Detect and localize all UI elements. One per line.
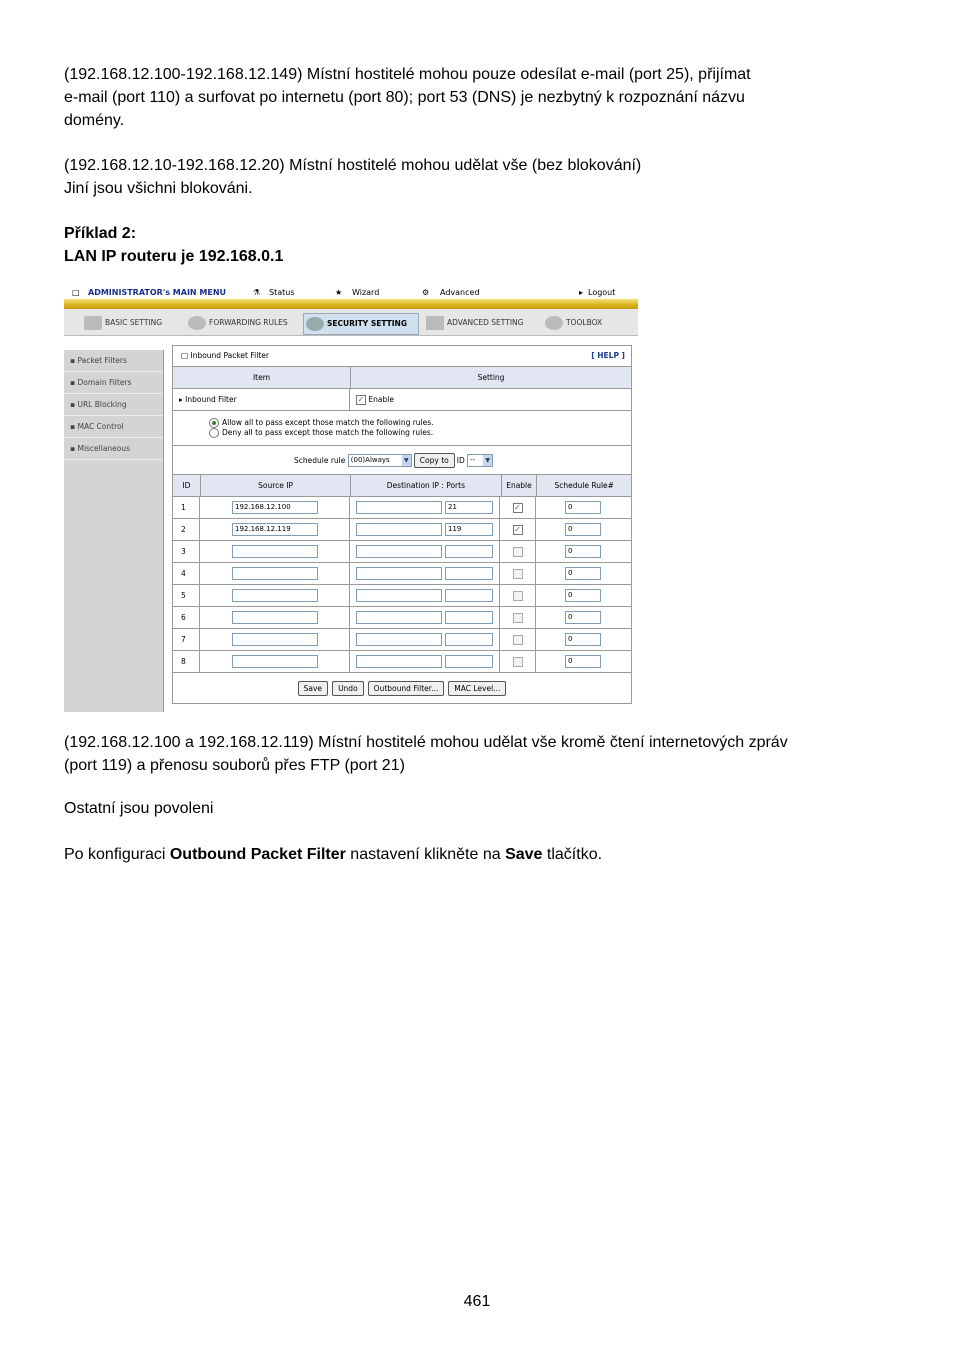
enable-cell <box>500 497 536 518</box>
enable-cell <box>350 389 630 410</box>
schedule-rule-input[interactable]: 0 <box>565 523 601 536</box>
port-input[interactable] <box>445 633 493 646</box>
schedule-rule-input[interactable]: 0 <box>565 611 601 624</box>
row-enable-checkbox[interactable] <box>513 613 523 623</box>
destination-ip-input[interactable] <box>356 589 442 602</box>
paragraph-4: Ostatní jsou povoleni <box>64 800 214 817</box>
destination-cell <box>350 541 500 562</box>
radio-allow[interactable] <box>209 418 219 428</box>
source-ip-cell <box>200 585 350 606</box>
row-enable-checkbox[interactable] <box>513 547 523 557</box>
schedule-row <box>173 446 631 475</box>
port-input[interactable] <box>445 611 493 624</box>
radio-deny[interactable] <box>209 428 219 438</box>
forwarding-icon <box>188 316 206 330</box>
row-enable-checkbox[interactable] <box>513 635 523 645</box>
port-input[interactable] <box>445 655 493 668</box>
logout-arrow-icon: ▸ <box>579 288 584 297</box>
example-heading <box>64 222 283 268</box>
source-ip-input[interactable] <box>232 611 318 624</box>
table-row <box>173 607 631 629</box>
menu-square-icon: □ <box>72 288 80 297</box>
sidebar-item-label: Packet Filters <box>77 356 127 365</box>
destination-cell <box>350 629 500 650</box>
text-line: (192.168.12.10-192.168.12.20) Místní hostitelé mohou udělat vše (bez blokování) <box>64 157 642 174</box>
sidebar-item-packet-filters[interactable]: ▪ Packet Filters <box>64 350 163 372</box>
sidebar-item-mac-control[interactable]: ▪ MAC Control <box>64 416 163 438</box>
text-part: tlačítko. <box>542 846 603 863</box>
source-ip-input[interactable] <box>232 655 318 668</box>
wizard-link[interactable]: Wizard <box>352 288 380 297</box>
destination-ip-input[interactable] <box>356 545 442 558</box>
tab-label: TOOLBOX <box>566 318 603 327</box>
col-enable-header: Enable <box>502 475 538 496</box>
schedule-rule-input[interactable]: 0 <box>565 589 601 602</box>
tab-label: SECURITY SETTING <box>327 319 407 328</box>
paragraph-2 <box>64 154 641 200</box>
source-ip-cell <box>200 607 350 628</box>
enable-checkbox[interactable]: ✓ <box>357 394 365 404</box>
text-part: Po konfiguraci <box>64 846 170 863</box>
destination-cell <box>350 497 500 518</box>
schedule-cell <box>536 651 630 672</box>
row-enable-checkbox[interactable]: ✓ <box>514 502 521 512</box>
enable-cell <box>500 541 536 562</box>
table-row <box>173 563 631 585</box>
table-row <box>173 519 631 541</box>
schedule-rule-input[interactable]: 0 <box>565 545 601 558</box>
row-enable-checkbox[interactable] <box>513 657 523 667</box>
id-label: ID <box>456 455 465 465</box>
tab-label: BASIC SETTING <box>105 318 163 327</box>
rules-header-row <box>173 475 631 497</box>
destination-ip-input[interactable] <box>356 567 442 580</box>
mac-level-button[interactable]: MAC Level... <box>448 681 506 696</box>
advanced-setting-icon <box>426 316 444 330</box>
help-link[interactable]: [ HELP ] <box>591 351 625 360</box>
radio-allow-label: Allow all to pass except those match the following rules. <box>222 418 434 427</box>
tab-basic-setting[interactable] <box>82 313 180 333</box>
chevron-down-icon: ▼ <box>402 455 411 466</box>
table-row <box>173 629 631 651</box>
text-line: (192.168.12.100 a 192.168.12.119) Místní hostitelé mohou udělat vše kromě čtení internetových zpráv <box>64 734 788 751</box>
destination-ip-input[interactable] <box>356 611 442 624</box>
row-id: 5 <box>173 585 200 606</box>
save-button[interactable]: Save <box>298 681 328 696</box>
col-destination-header: Destination IP : Ports <box>351 475 501 496</box>
destination-cell <box>350 563 500 584</box>
top-menu <box>64 285 638 299</box>
port-input[interactable] <box>445 589 493 602</box>
destination-cell <box>350 607 500 628</box>
schedule-cell <box>536 541 630 562</box>
panel-square-icon: □ <box>181 351 189 360</box>
col-source-ip-header: Source IP <box>201 475 351 496</box>
source-ip-cell <box>200 519 350 540</box>
schedule-cell <box>536 497 630 518</box>
sidebar-item-miscellaneous[interactable]: ▪ Miscellaneous <box>64 438 163 460</box>
outbound-filter-button[interactable]: Outbound Filter... <box>368 681 445 696</box>
source-ip-input[interactable] <box>232 567 318 580</box>
rules-body <box>173 497 631 673</box>
port-input[interactable] <box>445 567 493 580</box>
table-row <box>173 497 631 519</box>
enable-cell <box>500 585 536 606</box>
schedule-select[interactable] <box>348 454 412 467</box>
col-id-header: ID <box>173 475 201 496</box>
tab-bar <box>64 309 638 336</box>
schedule-rule-input[interactable]: 0 <box>565 633 601 646</box>
panel-header <box>173 346 631 367</box>
inbound-filter-label: Inbound Filter <box>185 395 237 404</box>
row-id: 1 <box>173 497 200 518</box>
paragraph-5 <box>64 843 602 866</box>
enable-label: Enable <box>368 395 394 404</box>
text-line: domény. <box>64 112 125 129</box>
text-line: e-mail (port 110) a surfovat po internetu (port 80); port 53 (DNS) je nezbytný k rozpoznání názvu <box>64 89 745 106</box>
tab-security-setting[interactable] <box>303 313 419 335</box>
schedule-rule-input[interactable]: 0 <box>565 567 601 580</box>
source-ip-cell <box>200 629 350 650</box>
sidebar-item-label: Domain Filters <box>77 378 132 387</box>
destination-cell <box>350 585 500 606</box>
source-ip-input[interactable]: 192.168.12.100 <box>232 501 318 514</box>
sidebar-item-url-blocking[interactable]: ▪ URL Blocking <box>64 394 163 416</box>
source-ip-input[interactable]: 192.168.12.119 <box>232 523 318 536</box>
row-id: 4 <box>173 563 200 584</box>
destination-ip-input[interactable] <box>356 501 442 514</box>
port-input[interactable]: 119 <box>445 523 493 536</box>
sidebar-item-label: Miscellaneous <box>77 444 131 453</box>
sidebar-item-domain-filters[interactable]: ▪ Domain Filters <box>64 372 163 394</box>
row-id: 2 <box>173 519 200 540</box>
id-select[interactable] <box>467 454 493 467</box>
enable-cell <box>500 629 536 650</box>
col-schedule-header: Schedule Rule# <box>537 475 631 496</box>
destination-ip-input[interactable] <box>356 633 442 646</box>
chevron-down-icon: ▼ <box>483 455 492 466</box>
destination-cell <box>350 519 500 540</box>
schedule-cell <box>536 563 630 584</box>
source-ip-cell <box>200 541 350 562</box>
inbound-filter-label-cell: ▸ Inbound Filter <box>173 389 350 410</box>
radio-deny-row <box>209 428 631 438</box>
advanced-link[interactable]: Advanced <box>440 288 480 297</box>
tab-toolbox[interactable] <box>543 313 617 333</box>
destination-ip-input[interactable] <box>356 655 442 668</box>
undo-button[interactable]: Undo <box>332 681 364 696</box>
inbound-filter-panel <box>172 345 632 704</box>
port-input[interactable]: 21 <box>445 501 493 514</box>
source-ip-cell <box>200 563 350 584</box>
source-ip-input[interactable] <box>232 633 318 646</box>
copy-to-button[interactable]: Copy to <box>414 453 455 468</box>
toolbox-icon <box>545 316 563 330</box>
paragraph-3 <box>64 731 788 777</box>
col-item-header: Item <box>173 367 351 388</box>
table-row <box>173 585 631 607</box>
router-screenshot <box>64 285 638 712</box>
text-bold: Outbound Packet Filter <box>169 846 346 863</box>
gold-bar <box>64 299 638 309</box>
status-link[interactable]: Status <box>269 288 295 297</box>
inbound-filter-row <box>173 389 631 411</box>
schedule-rule-label: Schedule rule <box>294 455 346 465</box>
schedule-select-value: (00)Always <box>350 455 390 464</box>
destination-ip-input[interactable] <box>356 523 442 536</box>
schedule-cell <box>536 607 630 628</box>
enable-cell <box>500 563 536 584</box>
text-line: Jiní jsou všichni blokováni. <box>64 180 253 197</box>
schedule-cell <box>536 629 630 650</box>
port-input[interactable] <box>445 545 493 558</box>
example-title: Příklad 2: <box>64 225 137 242</box>
radio-deny-label: Deny all to pass except those match the following rules. <box>222 428 434 437</box>
schedule-cell <box>536 585 630 606</box>
schedule-rule-input[interactable]: 0 <box>565 501 601 514</box>
item-setting-header <box>173 367 631 389</box>
sidebar-item-label: URL Blocking <box>77 400 127 409</box>
col-setting-header: Setting <box>351 367 631 388</box>
sidebar <box>64 350 164 712</box>
row-id: 6 <box>173 607 200 628</box>
tab-label: ADVANCED SETTING <box>447 318 524 327</box>
row-enable-checkbox[interactable]: ✓ <box>514 524 521 534</box>
advanced-icon: ⚙ <box>422 288 430 297</box>
table-row <box>173 541 631 563</box>
button-row <box>173 673 631 703</box>
panel-title: Inbound Packet Filter <box>190 351 269 360</box>
row-id: 8 <box>173 651 200 672</box>
status-icon: ⚗ <box>253 288 261 297</box>
tab-label: FORWARDING RULES <box>209 318 288 327</box>
row-enable-checkbox[interactable] <box>513 569 523 579</box>
logout-link[interactable]: Logout <box>588 288 616 297</box>
text-line: (192.168.12.100-192.168.12.149) Místní hostitelé mohou pouze odesílat e-mail (port 25), přijímat <box>64 66 751 83</box>
policy-row <box>173 411 631 446</box>
tab-forwarding-rules[interactable] <box>186 313 300 333</box>
radio-allow-row <box>209 418 631 428</box>
sidebar-item-label: MAC Control <box>77 422 124 431</box>
schedule-rule-input[interactable]: 0 <box>565 655 601 668</box>
text-bold: Save <box>505 846 543 863</box>
basic-setting-icon <box>84 316 102 330</box>
row-id: 3 <box>173 541 200 562</box>
enable-cell <box>500 519 536 540</box>
row-enable-checkbox[interactable] <box>513 591 523 601</box>
text-line: (port 119) a přenosu souborů přes FTP (port 21) <box>64 757 405 774</box>
source-ip-cell <box>200 651 350 672</box>
source-ip-input[interactable] <box>232 545 318 558</box>
destination-cell <box>350 651 500 672</box>
source-ip-input[interactable] <box>232 589 318 602</box>
page-number: 461 <box>463 1293 491 1310</box>
enable-cell <box>500 607 536 628</box>
id-select-value: -- <box>470 455 476 464</box>
row-id: 7 <box>173 629 200 650</box>
example-subtitle: LAN IP routeru je 192.168.0.1 <box>64 248 284 265</box>
paragraph-1 <box>64 63 751 132</box>
tab-advanced-setting[interactable] <box>424 313 536 333</box>
schedule-cell <box>536 519 630 540</box>
security-icon <box>306 317 324 331</box>
table-row <box>173 651 631 673</box>
enable-cell <box>500 651 536 672</box>
main-menu-link[interactable]: ADMINISTRATOR's MAIN MENU <box>88 288 227 297</box>
text-part: nastavení klikněte na <box>345 846 506 863</box>
source-ip-cell <box>200 497 350 518</box>
wizard-icon: ★ <box>335 288 343 297</box>
